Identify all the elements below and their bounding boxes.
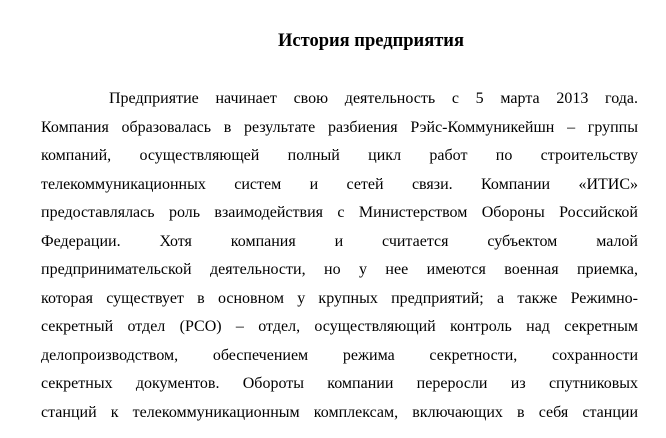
paragraph-line: которая существует в основном у крупных предприятий; а также Режимно-: [41, 289, 638, 307]
paragraph-line: Предприятие начинает свою деятельность с 5 марта 2013 года.: [109, 90, 638, 107]
paragraph-line: компаний, осуществляющей полный цикл работ по строительству: [41, 147, 638, 164]
paragraph-line: предпринимательской деятельности, но у нее имеются военная приемка,: [41, 261, 638, 278]
document-title: История предприятия: [278, 31, 464, 51]
paragraph-line: секретный отдел (РСО) – отдел, осуществляющий контроль над секретным: [41, 318, 638, 335]
paragraph-line: Федерации. Хотя компания и считается субъектом малой: [41, 232, 638, 250]
paragraph-line: делопроизводством, обеспечением режима секретности, сохранности: [41, 346, 638, 364]
paragraph-line: телекоммуникационных систем и сетей связи. Компании «ИТИС»: [41, 175, 638, 193]
paragraph-line: секретных документов. Обороты компании переросли из спутниковых: [41, 375, 638, 392]
paragraph-line: предоставлялась роль взаимодействия с Министерством Обороны Российской: [41, 204, 638, 221]
paragraph-line: станций к телекоммуникационным комплексам, включающих в себя станции: [41, 403, 638, 421]
paragraph-line: Компания образовалась в результате разбиения Рэйс-Коммуникейшн – группы: [41, 118, 638, 136]
